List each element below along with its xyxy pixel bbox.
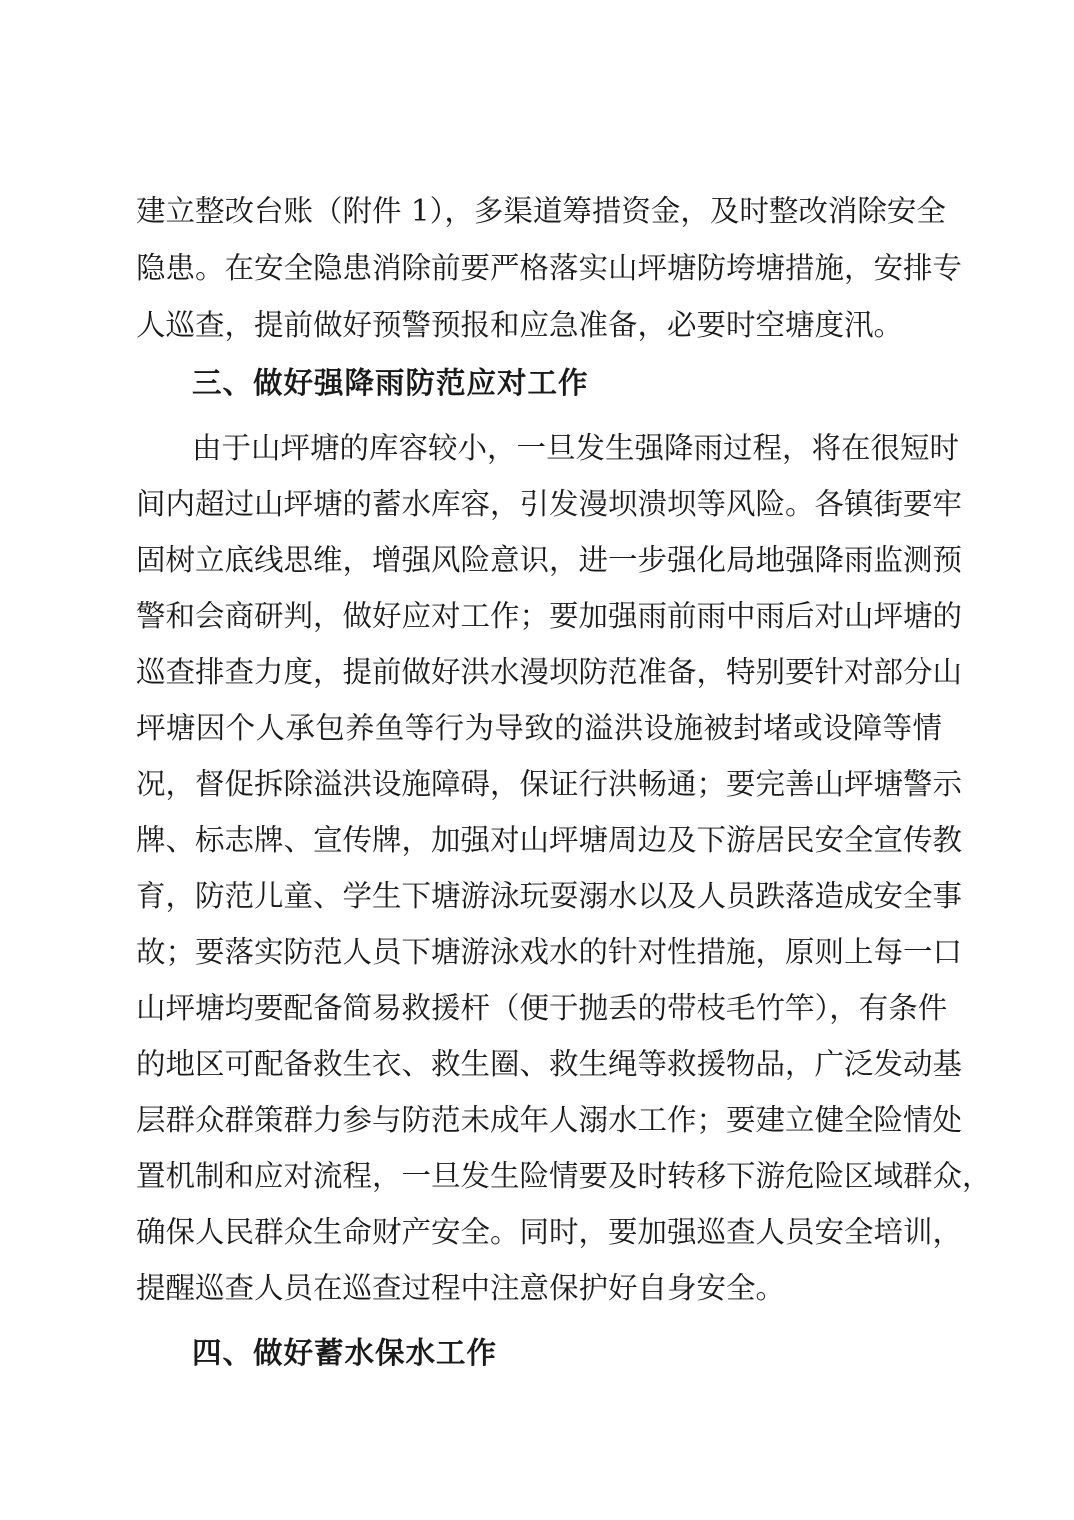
paragraph-line: 由于山坪塘的库容较小，一旦发生强降雨过程，将在很短时 xyxy=(192,431,960,465)
paragraph-line: 确保人民群众生命财产安全。同时，要加强巡查人员安全培训， xyxy=(136,1215,963,1249)
paragraph-line: 育，防范儿童、学生下塘游泳玩耍溺水以及人员跌落造成安全事 xyxy=(136,879,963,913)
paragraph-line: 故；要落实防范人员下塘游泳戏水的针对性措施，原则上每一口 xyxy=(136,935,963,969)
paragraph-line: 置机制和应对流程，一旦发生险情要及时转移下游危险区域群众， xyxy=(136,1159,992,1193)
paragraph-line: 间内超过山坪塘的蓄水库容，引发漫坝溃坝等风险。各镇街要牢 xyxy=(136,487,963,521)
paragraph-line: 人巡查，提前做好预警预报和应急准备，必要时空塘度汛。 xyxy=(136,308,904,342)
paragraph-line: 提醒巡查人员在巡查过程中注意保护好自身安全。 xyxy=(136,1271,786,1305)
paragraph-line: 固树立底线思维，增强风险意识，进一步强化局地强降雨监测预 xyxy=(136,543,963,577)
paragraph-line: 坪塘因个人承包养鱼等行为导致的溢洪设施被封堵或设障等情 xyxy=(136,711,942,745)
paragraph-line: 隐患。在安全隐患消除前要严格落实山坪塘防垮塘措施，安排专 xyxy=(136,251,963,285)
paragraph-line: 的地区可配备救生衣、救生圈、救生绳等救援物品，广泛发动基 xyxy=(136,1047,963,1081)
paragraph-line: 牌、标志牌、宣传牌，加强对山坪塘周边及下游居民安全宣传教 xyxy=(136,823,963,857)
paragraph-line: 层群众群策群力参与防范未成年人溺水工作；要建立健全险情处 xyxy=(136,1103,963,1137)
section-heading-3: 三、做好强降雨防范应对工作 xyxy=(192,366,589,400)
paragraph-line: 况，督促拆除溢洪设施障碍，保证行洪畅通；要完善山坪塘警示 xyxy=(136,767,963,801)
paragraph-line: 山坪塘均要配备简易救援杆（便于抛丢的带枝毛竹竿），有条件 xyxy=(136,991,948,1025)
section-heading-4: 四、做好蓄水保水工作 xyxy=(192,1336,498,1370)
paragraph-line: 建立整改台账（附件 1），多渠道筹措资金，及时整改消除安全 xyxy=(136,194,946,228)
paragraph-line: 警和会商研判，做好应对工作；要加强雨前雨中雨后对山坪塘的 xyxy=(136,599,963,633)
paragraph-line: 巡查排查力度，提前做好洪水漫坝防范准备，特别要针对部分山 xyxy=(136,655,963,689)
